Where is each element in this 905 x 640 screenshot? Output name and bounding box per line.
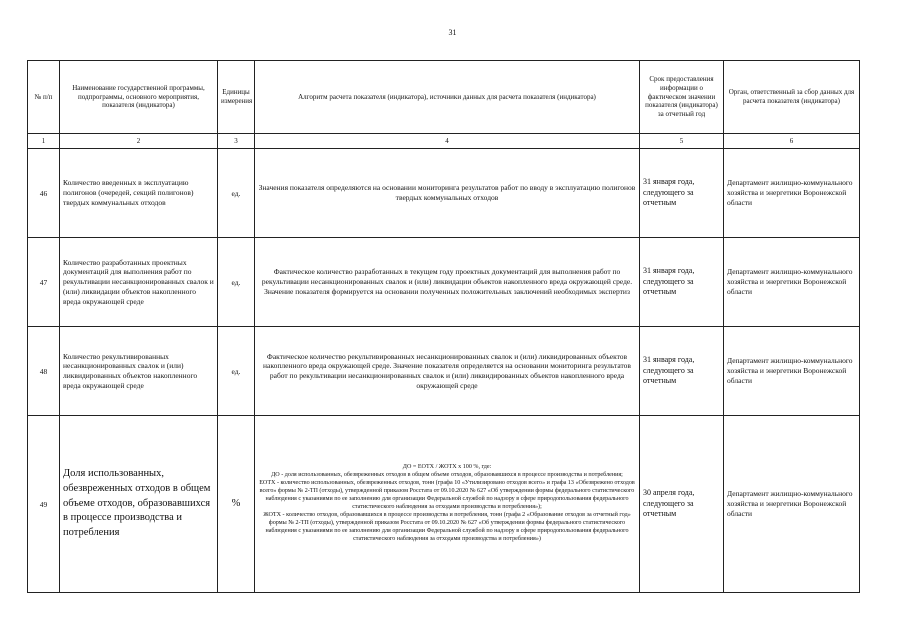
column-index-row — [28, 134, 860, 149]
indicator-name: Количество введенных в эксплуатацию полигонов (очередей, секций полигонов) твердых коммунальных отходов — [60, 149, 218, 238]
indicator-deadline: 30 апреля года, следующего за отчетным — [640, 416, 724, 593]
row-number: 47 — [28, 238, 60, 327]
header-name: Наименование государственной программы, подпрограммы, основного мероприятия, показателя (индикатора) — [60, 61, 218, 134]
formula-definition-do: ДО - доля использованных, обезвреженных отходов в общем объеме отходов, образовавшихся в процессе производства и потребления; — [271, 472, 623, 479]
indicator-algorithm: Фактическое количество разработанных в текущем году проектных документаций для выполнения работ по рекультивации несанкционированных свалок и (или) ликвидации объектов накопленного вреда окружающей среде. Значение показателя формируется на основании полученных положительных заключений необходимых экспертиз — [255, 238, 640, 327]
header-number: № п/п — [28, 61, 60, 134]
row-number: 48 — [28, 327, 60, 416]
column-index: 2 — [60, 134, 218, 149]
row-number: 49 — [28, 416, 60, 593]
column-index: 4 — [255, 134, 640, 149]
header-deadline: Срок предоставления информации о фактическом значении показателя (индикатора) за отчетный год — [640, 61, 724, 134]
indicator-algorithm — [255, 416, 640, 593]
responsible-org: Департамент жилищно-коммунального хозяйства и энергетики Воронежской области — [724, 238, 860, 327]
indicator-deadline: 31 января года, следующего за отчетным — [640, 238, 724, 327]
responsible-org: Департамент жилищно-коммунального хозяйства и энергетики Воронежской области — [724, 327, 860, 416]
indicator-name: Доля использованных, обезвреженных отходов в общем объеме отходов, образовавшихся в процессе производства и потребления — [60, 416, 218, 593]
indicator-name: Количество рекультивированных несанкционированных свалок и (или) ликвидированных объектов накопленного вреда окружающей среде — [60, 327, 218, 416]
responsible-org: Департамент жилищно-коммунального хозяйства и энергетики Воронежской области — [724, 149, 860, 238]
header-unit: Единицы измерения — [218, 61, 255, 134]
indicator-unit: % — [218, 416, 255, 593]
table-row — [28, 149, 860, 238]
formula-line: ДО = ЕОТХ / ЖОТХ х 100 %, где: — [402, 464, 492, 471]
header-algorithm: Алгоритм расчета показателя (индикатора), источники данных для расчета показателя (индикатора) — [255, 61, 640, 134]
indicator-unit: ед. — [218, 238, 255, 327]
column-index: 5 — [640, 134, 724, 149]
table-row — [28, 327, 860, 416]
column-index: 1 — [28, 134, 60, 149]
indicator-deadline: 31 января года, следующего за отчетным — [640, 149, 724, 238]
indicator-unit: ед. — [218, 149, 255, 238]
responsible-org: Департамент жилищно-коммунального хозяйства и энергетики Воронежской области — [724, 416, 860, 593]
indicator-algorithm: Фактическое количество рекультивированных несанкционированных свалок и (или) ликвидированных объектов накопленного вреда окружающей среде. Значение показателя определяется на основании мониторинга результатов работ по рекультивации несанкционированных свалок и (или) ликвидированных объектов накопленного вреда окружающей среде — [255, 327, 640, 416]
table-row — [28, 416, 860, 593]
table-header-row — [28, 61, 860, 134]
indicator-name: Количество разработанных проектных документаций для выполнения работ по рекультивации несанкционированных свалок и (или) ликвидации объектов накопленного вреда окружающей среде — [60, 238, 218, 327]
table-row — [28, 238, 860, 327]
column-index: 6 — [724, 134, 860, 149]
indicator-table — [27, 60, 860, 593]
page-number: 31 — [448, 28, 457, 37]
formula-definition-eotx: ЕОТХ - количество использованных, обезвреженных отходов, тонн (графа 10 «Утилизировано отходов всего» и графа 13 «Обезврежено отходов всего» формы № 2-ТП (отходы), утвержденной приказом Росстата от 09.10.2020 № 627 «Об утверждении формы федерального статистического наблюдения с указаниями по ее заполнению для организации Федеральной службой по надзору в сфере природопользования федерального статистического наблюдения за отходами производства и потребления»); — [259, 480, 635, 510]
indicator-algorithm: Значения показателя определяются на основании мониторинга результатов работ по вводу в эксплуатацию полигонов твердых коммунальных отходов — [255, 149, 640, 238]
formula-definition-zhotx: ЖОТХ - количество отходов, образовавшихся в процессе производства и потребления, тонн (графа 2 «Образование отходов за отчетный год» формы № 2-ТП (отходы), утвержденной приказом Росстата от 09.10.2020 № 627 «Об утверждении формы федерального статистического наблюдения с указаниями по ее заполнению для организации Федеральной службой по надзору в сфере природопользования федерального статистического наблюдения за отходами производства и потребления») — [263, 511, 631, 542]
header-responsible-org: Орган, ответственный за сбор данных для расчета показателя (индикатора) — [724, 61, 860, 134]
indicator-unit: ед. — [218, 327, 255, 416]
indicator-deadline: 31 января года, следующего за отчетным — [640, 327, 724, 416]
row-number: 46 — [28, 149, 60, 238]
column-index: 3 — [218, 134, 255, 149]
